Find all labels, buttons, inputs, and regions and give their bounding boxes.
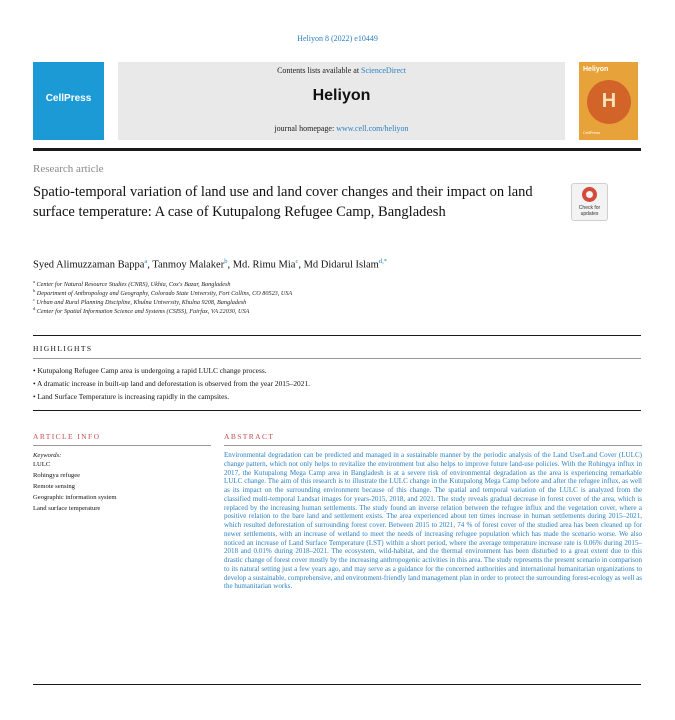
homepage-link[interactable]: www.cell.com/heliyon xyxy=(336,124,409,133)
cover-letter: H xyxy=(601,90,617,112)
keywords-label: Keywords: xyxy=(33,452,62,459)
affiliation xyxy=(33,279,230,288)
journal-banner xyxy=(118,62,565,140)
author-affil-marker[interactable]: a xyxy=(144,258,148,265)
affiliation-marker: b xyxy=(33,288,36,293)
keyword: Geographic information system xyxy=(33,494,117,501)
keyword: Land surface temperature xyxy=(33,505,101,512)
author-affil-marker[interactable]: d,* xyxy=(378,258,387,265)
journal-name: Heliyon xyxy=(312,87,371,104)
check-for-updates-button[interactable] xyxy=(571,183,608,221)
author-name[interactable]: Md. Rimu Mia xyxy=(232,259,296,271)
author-name[interactable]: Md Didarul Islam xyxy=(303,259,379,271)
highlights-divider xyxy=(33,335,641,336)
affiliation-marker: a xyxy=(33,279,35,284)
keyword: Rohingya refugee xyxy=(33,472,81,479)
journal-reference[interactable]: Heliyon 8 (2022) e10449 xyxy=(297,34,378,43)
highlights-subdivider xyxy=(33,358,641,359)
keyword: Remote sensing xyxy=(33,483,75,490)
article-type-label: Research article xyxy=(33,163,104,175)
header-divider xyxy=(33,148,641,151)
cellpress-logo-text: CellPress xyxy=(45,93,92,104)
contents-prefix: Contents lists available at xyxy=(277,66,362,75)
affiliation-text: Center for Spatial Information Science and Systems (CSISS), Fairfax, VA 22030, USA xyxy=(36,308,250,316)
highlight-item: • A dramatic increase in built-up land and deforestation is observed from the year 2015–2021. xyxy=(33,379,310,388)
cover-publisher: CellPress xyxy=(583,130,601,135)
footer-divider xyxy=(33,684,641,685)
highlight-text: A dramatic increase in built-up land and deforestation is observed from the year 2015–2021. xyxy=(37,379,310,388)
abstract-text: Environmental degradation can be predicted and managed in a sustainable manner by the periodic analysis of the Land Use/Land Cover (LULC) change pattern, which not only helps to revitalize the environment but also helps to improve future land-use policies. With the Rohingya influx in 2017, the Kutupalong Mega Camp area in Bangladesh is at a severe risk of environmental degradation as the area is experiencing remarkable LULC change. The aim of this research is to illustrate the LULC change in the Kutupalong Mega Camp before and after the refugee influx, as well as its impact on the surrounding environment because of this change. The spatial and temporal variation of the LULC is analyzed from the classified multi-temporal Landsat images for years-2015, 2018, and 2021. The study reveals gradual decrease in forest cover of the area, which is replaced by the increasing human settlements. The study found an inverse relation between the refugee influx and the vegetation cover, where a positive relation to the bare land and settlement exists. The area experienced about ten times increase in human settlements during 2015–2021, which resulted deforestation of surrounding forest cover. Between 2015 to 2021, 74 % of forest cover of the studied area has been cleaned up for newer settlements, with an increase of wetland to meet the needs of increasing refugee population which has made the scenario worse. We also noticed an increase of Land Surface Temperature (LST) within a short period, where the average temperature increase rate is 0.06% during 2015–2018 and 0.01% during 2018–2021. The ecosystem, wild-habitat, and the thermal environment has been disturbed to a great extent due to this drastic change of forest cover mostly by the increasing anthropogenic activities in this area. The study represents the present scenario in comparison to its natural setting just a few years ago, and may serve as a guidance for the concerned authorities and international humanitarian organizations to develop a sustainable, comprehensive, and environment-friendly land management plan in order to protect the surrounding forest-ecology as well as the humanitarian works. xyxy=(224,451,642,591)
highlight-text: Land Surface Temperature is increasing rapidly in the campsites. xyxy=(37,392,230,401)
affiliation-marker: c xyxy=(33,297,35,302)
contents-line xyxy=(118,66,565,75)
cellpress-logo[interactable] xyxy=(33,62,104,140)
article-info-heading: ARTICLE INFO xyxy=(33,432,101,441)
highlight-item: • Land Surface Temperature is increasing rapidly in the campsites. xyxy=(33,392,230,401)
affiliation-text: Center for Natural Resource Studies (CNRS), Ukhia, Cox's Bazar, Bangladesh xyxy=(36,281,231,289)
author-affil-marker[interactable]: c xyxy=(295,258,299,265)
author-name[interactable]: Tanmoy Malaker xyxy=(152,259,225,271)
check-updates-label: Check for updates xyxy=(578,205,601,217)
affiliation-text: Urban and Rural Planning Discipline, Khulna University, Khulna 9208, Bangladesh xyxy=(36,299,247,307)
author-affil-marker[interactable]: b xyxy=(224,258,228,265)
affiliation xyxy=(33,306,249,315)
homepage-line xyxy=(118,124,565,133)
affiliation-text: Department of Anthropology and Geography, Colorado State University, Fort Collins, CO 80523, USA xyxy=(36,290,293,298)
author-list: Syed Alimuzzaman Bappa$^a$, Tanmoy Malaker$^b$, Md. Rimu Mia$^c$, Md Didarul Islam$^{d,*}$ xyxy=(33,258,387,271)
abstract-heading: ABSTRACT xyxy=(224,432,275,441)
sciencedirect-link[interactable]: ScienceDirect xyxy=(361,66,406,75)
check-updates-icon-inner xyxy=(586,191,593,198)
affiliation xyxy=(33,288,292,297)
affiliation xyxy=(33,297,246,306)
highlight-item: • Kutupalong Refugee Camp area is undergoing a rapid LULC change process. xyxy=(33,366,267,375)
homepage-prefix: journal homepage: xyxy=(274,124,337,133)
article-info-divider xyxy=(33,445,211,446)
highlight-text: Kutupalong Refugee Camp area is undergoing a rapid LULC change process. xyxy=(37,366,267,375)
affiliation-marker: d xyxy=(33,306,36,311)
author-name[interactable]: Syed Alimuzzaman Bappa xyxy=(33,259,145,271)
cover-title: Heliyon xyxy=(583,66,609,73)
highlights-bottom-divider xyxy=(33,410,641,411)
keyword: LULC xyxy=(33,461,51,468)
journal-cover[interactable] xyxy=(579,62,638,140)
abstract-divider xyxy=(224,445,642,446)
highlights-heading: HIGHLIGHTS xyxy=(33,344,93,353)
article-title: Spatio-temporal variation of land use and land cover changes and their impact on land surface temperature: A case of Kutupalong Refugee Camp, Bangladesh xyxy=(33,184,533,220)
